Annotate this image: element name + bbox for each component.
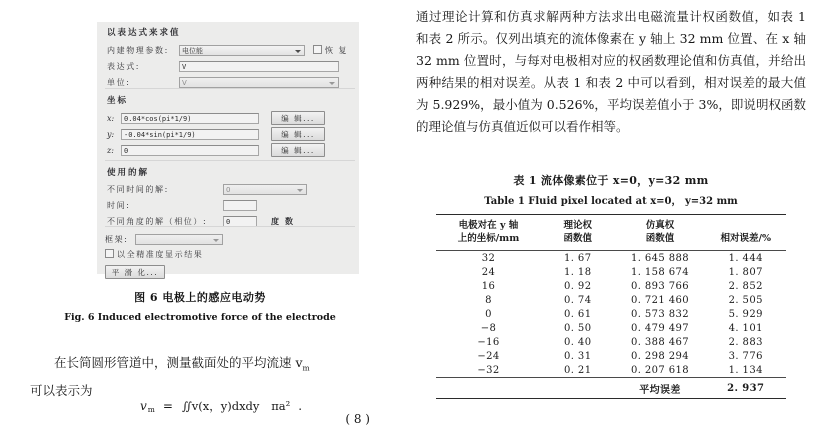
label-builtin-physics-param: 内建物理参数: <box>107 45 169 55</box>
divider-1 <box>105 88 355 89</box>
column-header-simulated <box>615 215 706 251</box>
label-solution-time: 不同时间的解: <box>107 184 169 194</box>
section-title-coordinates: 坐标 <box>107 96 129 106</box>
full-precision-label: 以全精准度显示结果 <box>117 250 204 259</box>
unit-select[interactable]: V <box>179 77 339 88</box>
table-row <box>436 265 786 279</box>
table-cell: 0. 21 <box>564 364 592 376</box>
equation-lhs: v <box>140 399 147 413</box>
table-cell: 1. 18 <box>564 266 592 278</box>
left-column <box>0 0 400 438</box>
frame-select[interactable] <box>135 234 223 245</box>
table-cell: 8 <box>485 294 492 306</box>
label-unit: 单位: <box>107 77 131 87</box>
left-paragraph-line-1: 在长简圆形管道中，测量截面处的平均流速 v <box>54 355 303 370</box>
equation-fraction <box>178 398 294 414</box>
table-cell: 16 <box>481 280 496 292</box>
table-cell: 0. 721 460 <box>630 294 690 306</box>
label-time: 时间: <box>107 200 131 210</box>
left-body-paragraph <box>30 352 378 402</box>
label-solution-phase: 不同角度的解（相位）: <box>107 216 208 226</box>
table-header <box>436 215 786 251</box>
table-cell: 3. 776 <box>728 350 763 362</box>
equation-denominator: πa² <box>271 399 291 413</box>
results-table <box>436 214 786 399</box>
figure-caption-en: Fig. 6 Induced electromotive force of the electrode <box>64 312 336 323</box>
table-cell: 0. 40 <box>564 336 592 348</box>
label-coord-x: x: <box>107 113 115 123</box>
table-body <box>436 251 786 399</box>
table-row <box>436 321 786 335</box>
coord-y-input[interactable]: -0.04*sin(pi*1/9) <box>121 129 259 140</box>
left-paragraph-subscript: m <box>302 363 310 373</box>
divider-2 <box>105 160 355 161</box>
table-cell: 0. 893 766 <box>630 280 690 292</box>
column-header-coordinate-line2: 上的坐标/mm <box>457 233 520 244</box>
table-cell: 0. 573 832 <box>630 308 690 320</box>
table-header-row <box>436 215 786 251</box>
column-header-theoretical-line1: 理论权 <box>563 220 592 231</box>
column-header-coordinate <box>436 215 541 251</box>
summary-label: 平均误差 <box>639 385 681 396</box>
table-cell: 0. 298 294 <box>630 350 690 362</box>
table-cell: 1. 158 674 <box>630 266 690 278</box>
phase-input[interactable]: 0 <box>223 216 257 227</box>
table-cell: −8 <box>480 322 497 334</box>
table-caption-cn: 表 1 流体像素位于 x=0，y=32 mm <box>513 174 709 187</box>
table-cell: 2. 852 <box>728 280 763 292</box>
time-input[interactable] <box>223 200 257 211</box>
table-cell: 4. 101 <box>728 322 763 334</box>
equation-numerator: ∬v(x，y)dxdy <box>181 399 260 413</box>
equation-lhs-subscript: m <box>147 404 155 414</box>
summary-value: 2. 937 <box>727 383 765 394</box>
coord-x-input[interactable]: 0.04*cos(pi*1/9) <box>121 113 259 124</box>
table-row <box>436 279 786 293</box>
table-cell: 0. 207 618 <box>630 364 690 376</box>
table-cell: 0. 61 <box>564 308 592 320</box>
phase-unit-label: 度 数 <box>271 216 295 226</box>
builtin-physics-param-select[interactable]: 电位能 <box>179 45 305 56</box>
table-cell: 24 <box>481 266 496 278</box>
table-cell: 0. 50 <box>564 322 592 334</box>
summary-blank-1 <box>436 378 541 399</box>
full-precision-checkbox[interactable] <box>105 249 353 260</box>
expression-input[interactable]: V <box>179 61 339 72</box>
summary-blank-2 <box>541 378 615 399</box>
column-header-relative-error <box>706 215 787 251</box>
solution-time-select[interactable]: 0 <box>223 184 307 195</box>
table-row <box>436 293 786 307</box>
restore-checkbox-label: 恢 复 <box>325 45 348 55</box>
table-caption-en: Table 1 Fluid pixel located at x=0， y=32 mm <box>484 196 738 207</box>
equation-number: ( 8 ) <box>345 412 370 426</box>
table-cell: 0. 388 467 <box>630 336 690 348</box>
table-cell: 1. 444 <box>728 252 763 264</box>
right-column <box>408 0 814 438</box>
section-title-expression: 以表达式来求值 <box>107 28 181 38</box>
table-summary-row <box>436 378 786 399</box>
label-expression: 表达式: <box>107 61 141 71</box>
left-paragraph-line-2: 可以表示为 <box>30 382 93 398</box>
table-row <box>436 363 786 378</box>
column-header-coordinate-line1: 电极对在 y 轴 <box>458 220 519 231</box>
section-title-solution: 使用的解 <box>107 168 150 178</box>
divider-3 <box>105 226 355 227</box>
table-cell: 1. 134 <box>728 364 763 376</box>
edit-coord-y-button[interactable]: 编 辑... <box>271 127 325 141</box>
table-cell: 5. 929 <box>728 308 763 320</box>
checkbox-box-restore[interactable] <box>313 45 322 54</box>
table-cell: 0. 74 <box>564 294 592 306</box>
edit-coord-x-button[interactable]: 编 辑... <box>271 111 325 125</box>
smooth-button[interactable]: 平 滑 化... <box>105 265 165 279</box>
column-header-simulated-line1: 仿真权 <box>645 220 675 231</box>
checkbox-box-full-precision[interactable] <box>105 249 114 258</box>
table-row <box>436 349 786 363</box>
table-cell: −16 <box>477 336 500 348</box>
table-cell: 2. 883 <box>728 336 763 348</box>
table-cell: 1. 67 <box>564 252 592 264</box>
label-coord-z: z: <box>107 145 114 155</box>
table-cell: 0. 31 <box>564 350 592 362</box>
coord-z-input[interactable]: 0 <box>121 145 259 156</box>
figure-caption-cn: 图 6 电极上的感应电动势 <box>134 291 266 304</box>
table-cell: −32 <box>477 364 500 376</box>
table-cell: 1. 645 888 <box>630 252 690 264</box>
table-cell: −24 <box>477 350 500 362</box>
equation-8 <box>30 396 378 438</box>
column-header-simulated-line2: 函数值 <box>645 233 675 244</box>
table-row <box>436 335 786 349</box>
column-header-theoretical-line2: 函数值 <box>563 233 592 244</box>
table-cell: 0. 92 <box>564 280 592 292</box>
column-header-theoretical <box>541 215 615 251</box>
equation-trailing-period: . <box>298 399 303 413</box>
table-cell: 1. 807 <box>728 266 763 278</box>
equation-equals: = <box>162 399 173 413</box>
table-cell: 2. 505 <box>728 294 763 306</box>
table-row <box>436 251 786 266</box>
right-body-paragraph: 通过理论计算和仿真求解两种方法求出电磁流量计权函数值，如表 1 和表 2 所示。仅列出填充的流体像素在 y 轴上 32 mm 位置、在 x 轴 32 mm 位置时，与每对电极相对应的权函数理论值和仿真值，并给出两种结果的相对误差。从表 1 和表 2 中可以看到，相对误差的最大值为 5.929%，最小值为 0.526%，平均误差值小于 3%，即说明权函数的理论值与仿真值近似可以看作相等。 <box>416 9 806 134</box>
label-frame: 框架: <box>105 234 129 244</box>
table-cell: 32 <box>481 252 496 264</box>
table-cell: 0 <box>485 308 492 320</box>
comsol-evaluation-dialog <box>97 22 359 277</box>
edit-coord-z-button[interactable]: 编 辑... <box>271 143 325 157</box>
table-cell: 0. 479 497 <box>630 322 690 334</box>
column-header-relative-error-text: 相对误差/% <box>720 233 771 244</box>
label-coord-y: y: <box>107 129 115 139</box>
restore-checkbox[interactable] <box>313 45 348 56</box>
table-row <box>436 307 786 321</box>
